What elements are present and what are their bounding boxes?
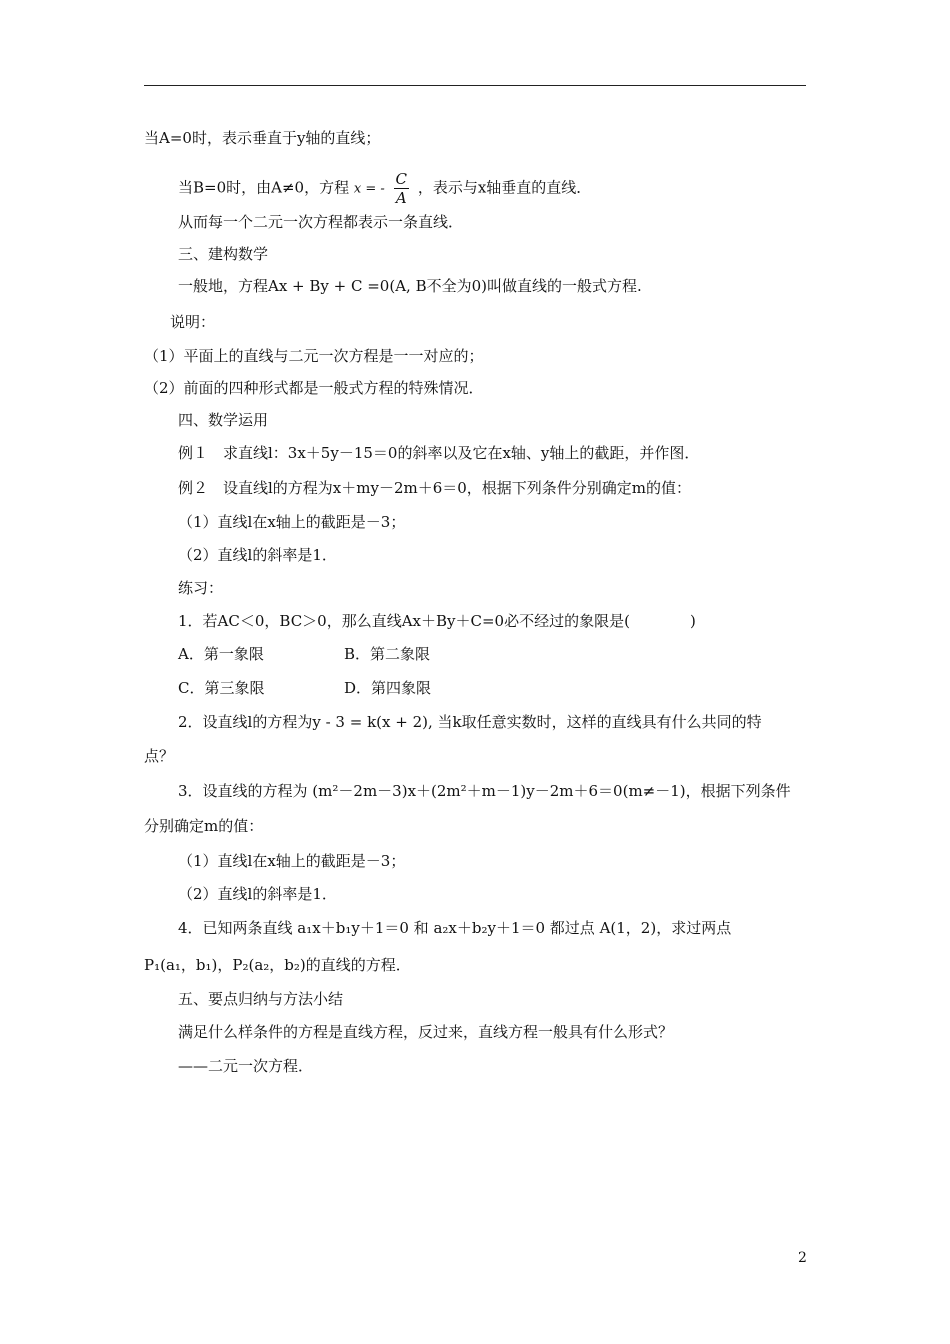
fraction bbox=[394, 170, 409, 207]
section-heading: 四、数学运用 bbox=[178, 411, 269, 429]
text-line: ——二元一次方程． bbox=[178, 1057, 314, 1075]
fraction-denominator: A bbox=[395, 189, 407, 207]
section-heading: 三、建构数学 bbox=[178, 245, 269, 263]
text-line: （1）直线l在x轴上的截距是－3； bbox=[178, 513, 406, 531]
text-line: 分别确定m的值： bbox=[144, 817, 264, 835]
text-segment: ) bbox=[689, 612, 696, 630]
header-rule bbox=[144, 85, 806, 86]
example-line: 例１ 求直线l：3x＋5y－15＝0的斜率以及它在x轴、y轴上的截距，并作图． bbox=[178, 444, 700, 462]
exercise-line: 3．设直线的方程为 (m²－2m－3)x＋(2m²＋m－1)y－2m＋6＝0(m≠－1)，根据下列条件 bbox=[178, 782, 791, 800]
text-line: 一般地，方程Ax + By + C =0(A, B不全为0)叫做直线的一般式方程. bbox=[178, 277, 642, 295]
text-line: 练习： bbox=[178, 579, 224, 597]
text-line: （2）前面的四种形式都是一般式方程的特殊情况． bbox=[144, 379, 484, 397]
exercise-line: 4．已知两条直线 a₁x＋b₁y＋1＝0 和 a₂x＋b₂y＋1＝0 都过点 A(1，2)，求过两点 bbox=[178, 919, 732, 937]
text-segment: 1．若AC＜0，BC＞0，那么直线Ax＋By＋C=0必不经过的象限是( bbox=[178, 612, 630, 630]
text-line: （2）直线l的斜率是1． bbox=[178, 546, 337, 564]
text-line: （2）直线l的斜率是1． bbox=[178, 885, 337, 903]
option-d: D．第四象限 bbox=[344, 679, 432, 697]
text-line: 当A=0时，表示垂直于y轴的直线； bbox=[144, 129, 381, 147]
text-segment: 当B=0时，由A≠0，方程 bbox=[178, 178, 350, 197]
text-line: 说明： bbox=[170, 313, 216, 331]
text-line-with-fraction bbox=[178, 170, 591, 207]
text-line: 从而每一个二元一次方程都表示一条直线． bbox=[178, 213, 464, 231]
option-a: A．第一象限 bbox=[178, 645, 264, 663]
text-line: （1）直线l在x轴上的截距是－3； bbox=[178, 852, 406, 870]
text-line: P₁(a₁，b₁)，P₂(a₂，b₂)的直线的方程． bbox=[144, 956, 411, 974]
exercise-line: 2．设直线l的方程为y - 3 = k(x + 2), 当k取任意实数时，这样的直线具有什么共同的特 bbox=[178, 713, 762, 731]
fraction-numerator: C bbox=[395, 170, 408, 188]
text-line: 点？ bbox=[144, 747, 175, 765]
text-line: （1）平面上的直线与二元一次方程是一一对应的； bbox=[144, 347, 484, 365]
text-line: 满足什么样条件的方程是直线方程，反过来，直线方程一般具有什么形式？ bbox=[178, 1023, 674, 1041]
option-b: B．第二象限 bbox=[344, 645, 431, 663]
exercise-line bbox=[178, 611, 696, 631]
section-heading: 五、要点归纳与方法小结 bbox=[178, 990, 344, 1008]
text-segment: ，表示与x轴垂直的直线． bbox=[417, 178, 592, 197]
page-number: 2 bbox=[798, 1250, 807, 1266]
example-line: 例２ 设直线l的方程为x＋my－2m＋6＝0，根据下列条件分别确定m的值： bbox=[178, 479, 692, 497]
formula-lhs: x = - bbox=[353, 181, 385, 197]
option-c: C．第三象限 bbox=[178, 679, 265, 697]
